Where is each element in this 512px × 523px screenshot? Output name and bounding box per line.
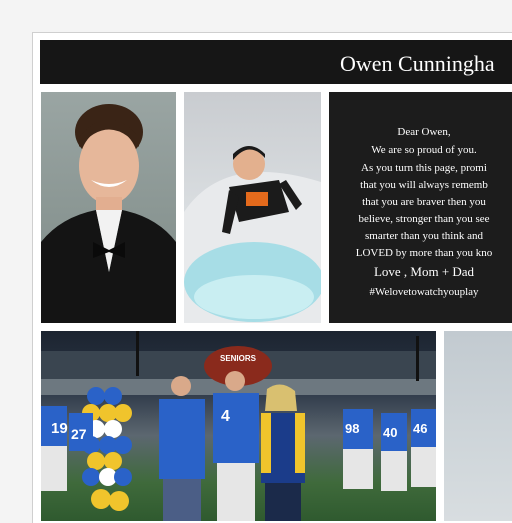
portrait-illustration [41, 92, 176, 323]
child-waterslide-photo [184, 92, 321, 323]
letter-panel [329, 92, 512, 323]
title-bar [40, 40, 512, 84]
letter-line: that you will always rememb [360, 179, 488, 191]
letter-hashtag: #Welovetowatchyouplay [369, 286, 479, 298]
jersey-number: 98 [345, 421, 360, 436]
page-title: Owen Cunningha [340, 51, 495, 76]
team-illustration [41, 331, 436, 521]
letter-line: LOVED by more than you kno [355, 247, 493, 259]
letter-line: Dear Owen, [397, 126, 451, 138]
letter-signoff: Love , Mom + Dad [373, 264, 475, 279]
jersey-number: 40 [383, 425, 398, 440]
jersey-number: 46 [413, 421, 428, 436]
banner-text: SENIORS [219, 354, 257, 363]
senior-portrait-photo [41, 92, 176, 323]
jersey-number: 4 [221, 408, 230, 425]
letter-line: As you turn this page, promi [361, 162, 487, 174]
partial-outdoor-photo [444, 331, 512, 521]
letter-line: that you are braver then you [362, 196, 486, 208]
letter-line: We are so proud of you. [371, 144, 477, 156]
letter-line: smarter than you think and [365, 230, 483, 242]
waterslide-illustration [184, 92, 321, 323]
scrapbook-page [32, 32, 512, 523]
letter-line: believe, stronger than you see [358, 213, 490, 225]
jersey-number: 27 [71, 426, 87, 442]
football-team-photo [41, 331, 436, 521]
jersey-number: 19 [51, 420, 68, 437]
